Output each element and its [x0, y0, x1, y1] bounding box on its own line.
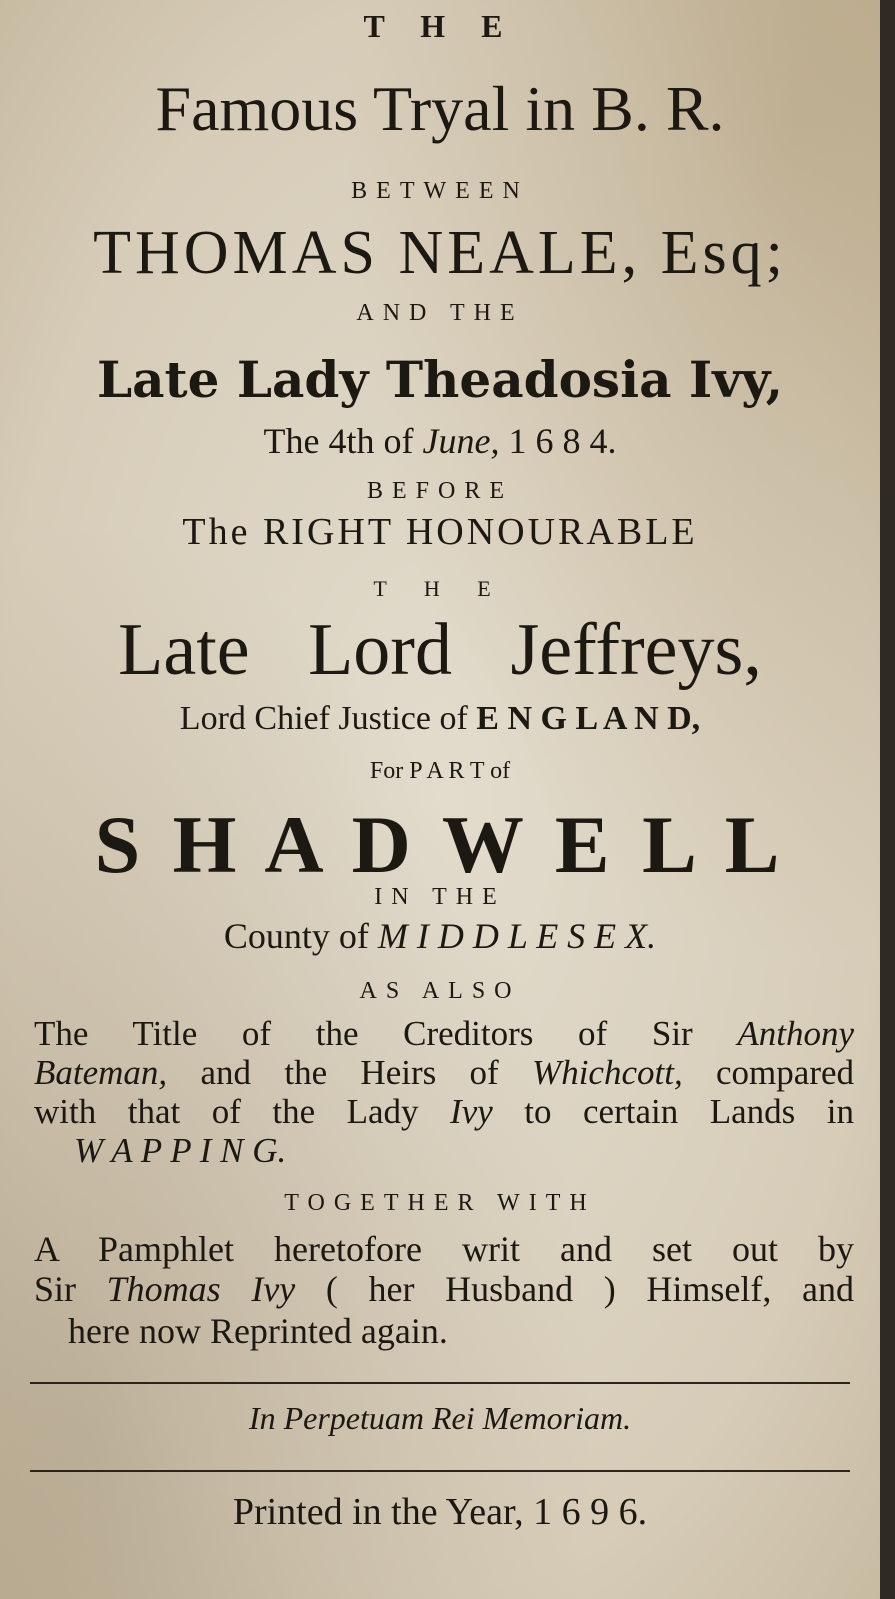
- together-with-label: TOGETHER WITH: [284, 1190, 596, 1216]
- p1-anthony: Anthony: [737, 1014, 854, 1053]
- thomas-neale-name: THOMAS NEALE, Esq;: [93, 219, 787, 287]
- p1-lands: to certain Lands in: [492, 1092, 854, 1131]
- date-year: 1 6 8 4.: [499, 421, 617, 461]
- for-part-label: For P A R T of: [369, 758, 511, 784]
- paragraph-1-line-4: W A P P I N G.: [74, 1131, 287, 1170]
- chief-justice-prefix: Lord Chief Justice of: [179, 700, 477, 737]
- middlesex-word: M I D D L E S E X.: [377, 916, 657, 956]
- as-also-label: AS ALSO: [359, 978, 521, 1004]
- paragraph-1-line-3: [34, 1092, 854, 1132]
- p1-bateman: Bateman,: [34, 1053, 168, 1092]
- lady-ivy-name: Late Lady Theadosia Ivy,: [97, 350, 783, 409]
- and-the-label: AND THE: [356, 300, 524, 326]
- before-label: BEFORE: [366, 478, 513, 504]
- between-label: BETWEEN: [351, 178, 529, 204]
- p2-thomas-ivy: Thomas Ivy: [106, 1269, 296, 1309]
- the-heading: T H E: [363, 8, 517, 44]
- paragraph-1-line-2: [34, 1053, 854, 1093]
- date-prefix: The 4th of: [263, 421, 423, 461]
- p1-heirs: and the Heirs of: [167, 1053, 533, 1092]
- chief-justice-title: [0, 700, 880, 738]
- in-the-label: IN THE: [374, 884, 506, 910]
- date-month: June,: [422, 421, 500, 461]
- county-prefix: County of: [223, 916, 378, 956]
- p1-ivy: Ivy: [450, 1092, 493, 1131]
- p1-l1-text: The Title of the Creditors of Sir: [34, 1014, 738, 1053]
- paragraph-1-line-1: [34, 1014, 854, 1054]
- famous-tryal-title: Famous Tryal in B. R.: [155, 73, 725, 144]
- trial-date: [0, 420, 880, 462]
- paragraph-2-line-3: here now Reprinted again.: [68, 1311, 448, 1351]
- lord-jeffreys-name: Late Lord Jeffreys,: [118, 609, 762, 691]
- rule-top: [30, 1382, 850, 1384]
- rule-bottom: [30, 1470, 850, 1472]
- p1-compared: compared: [682, 1053, 855, 1092]
- the-label-2: T H E: [373, 576, 507, 601]
- p2-sir: Sir: [34, 1269, 107, 1309]
- imprint: Printed in the Year, 1 6 9 6.: [232, 1491, 648, 1533]
- p1-whichcott: Whichcott,: [532, 1053, 683, 1092]
- county-line: [0, 915, 880, 957]
- p2-husband: ( her Husband ) Himself, and: [295, 1269, 855, 1309]
- shadwell-place: S H A D W E L L: [94, 799, 786, 890]
- motto: In Perpetuam Rei Memoriam.: [248, 1400, 632, 1436]
- page-edge-shadow: [880, 0, 895, 1599]
- p1-with-that: with that of the Lady: [34, 1092, 451, 1131]
- right-honourable-label: The RIGHT HONOURABLE: [182, 511, 698, 553]
- paragraph-2-line-1: A Pamphlet heretofore writ and set out by: [34, 1229, 854, 1269]
- england-word: E N G L A N D,: [476, 700, 701, 737]
- paragraph-2-line-2: [34, 1268, 854, 1310]
